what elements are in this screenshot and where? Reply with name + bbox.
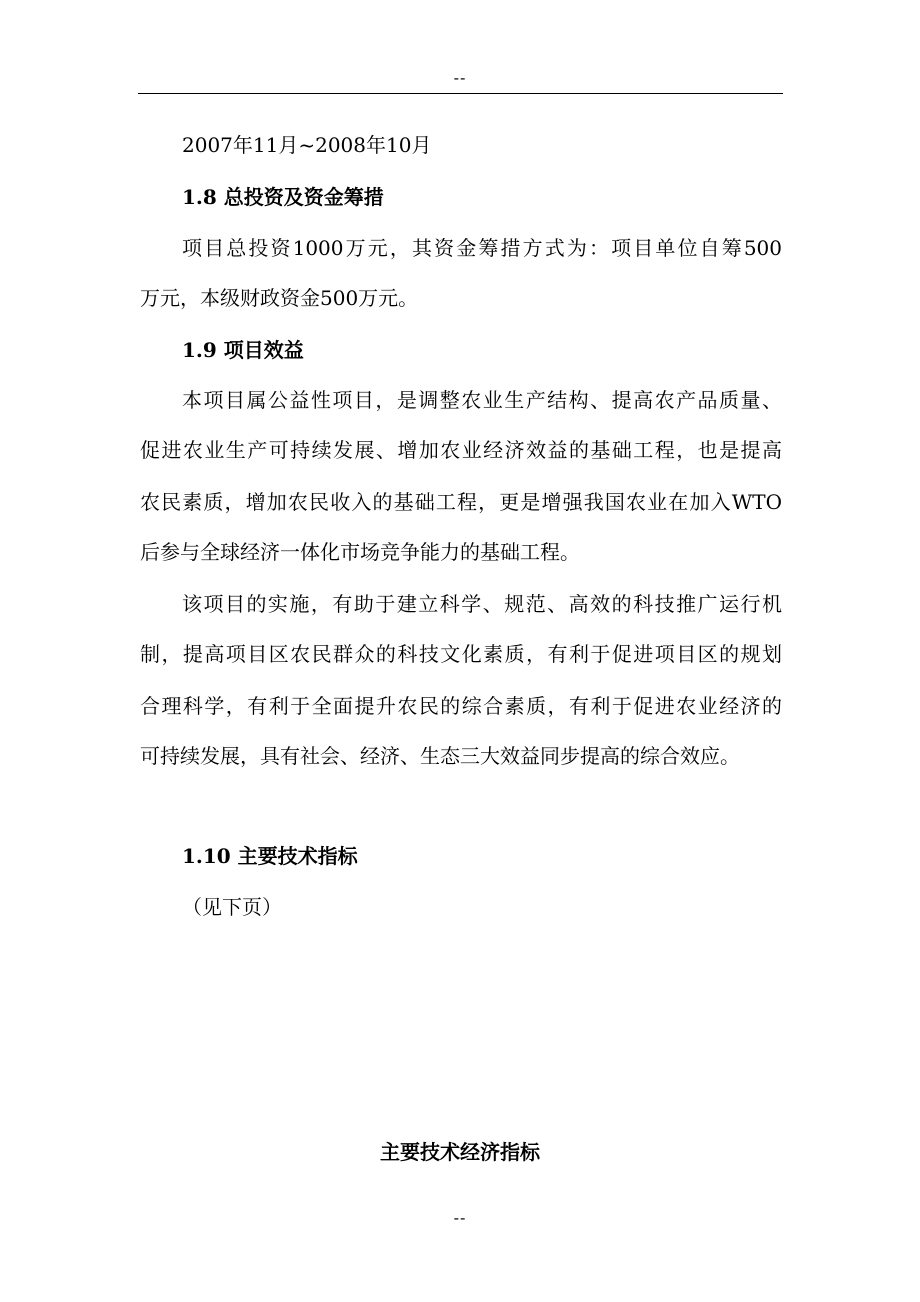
investment-line-2: 万元，本级财政资金500万元。	[140, 286, 419, 310]
table-title: 主要技术经济指标	[380, 1140, 540, 1164]
benefit-para2-line-4: 可持续发展，具有社会、经济、生态三大效益同步提高的综合效应。	[140, 744, 740, 768]
header-mark: --	[453, 68, 467, 87]
benefit-para2-line-3: 合理科学，有利于全面提升农民的综合素质，有利于促进农业经济的	[140, 694, 782, 718]
footer-mark: --	[453, 1208, 467, 1227]
benefit-para1-line-3: 农民素质，增加农民收入的基础工程，更是增强我国农业在加入WTO	[140, 490, 782, 514]
benefit-para2-line-2: 制，提高项目区农民群众的科技文化素质，有利于促进项目区的规划	[140, 642, 782, 666]
project-period: 2007年11月~2008年10月	[182, 133, 432, 157]
investment-line-1: 项目总投资1000万元，其资金筹措方式为：项目单位自筹500	[182, 236, 782, 260]
benefit-para2-line-1: 该项目的实施，有助于建立科学、规范、高效的科技推广运行机	[182, 592, 782, 616]
section-heading-1-9: 1.9 项目效益	[182, 338, 304, 362]
header-rule	[138, 93, 783, 94]
benefit-para1-line-2: 促进农业生产可持续发展、增加农业经济效益的基础工程，也是提高	[140, 438, 782, 462]
see-next-page-note: （见下页）	[182, 895, 282, 919]
benefit-para1-line-4: 后参与全球经济一体化市场竞争能力的基础工程。	[140, 540, 580, 564]
section-heading-1-10: 1.10 主要技术指标	[182, 844, 358, 868]
section-heading-1-8: 1.8 总投资及资金筹措	[182, 185, 384, 209]
benefit-para1-line-1: 本项目属公益性项目，是调整农业生产结构、提高农产品质量、	[182, 388, 782, 412]
